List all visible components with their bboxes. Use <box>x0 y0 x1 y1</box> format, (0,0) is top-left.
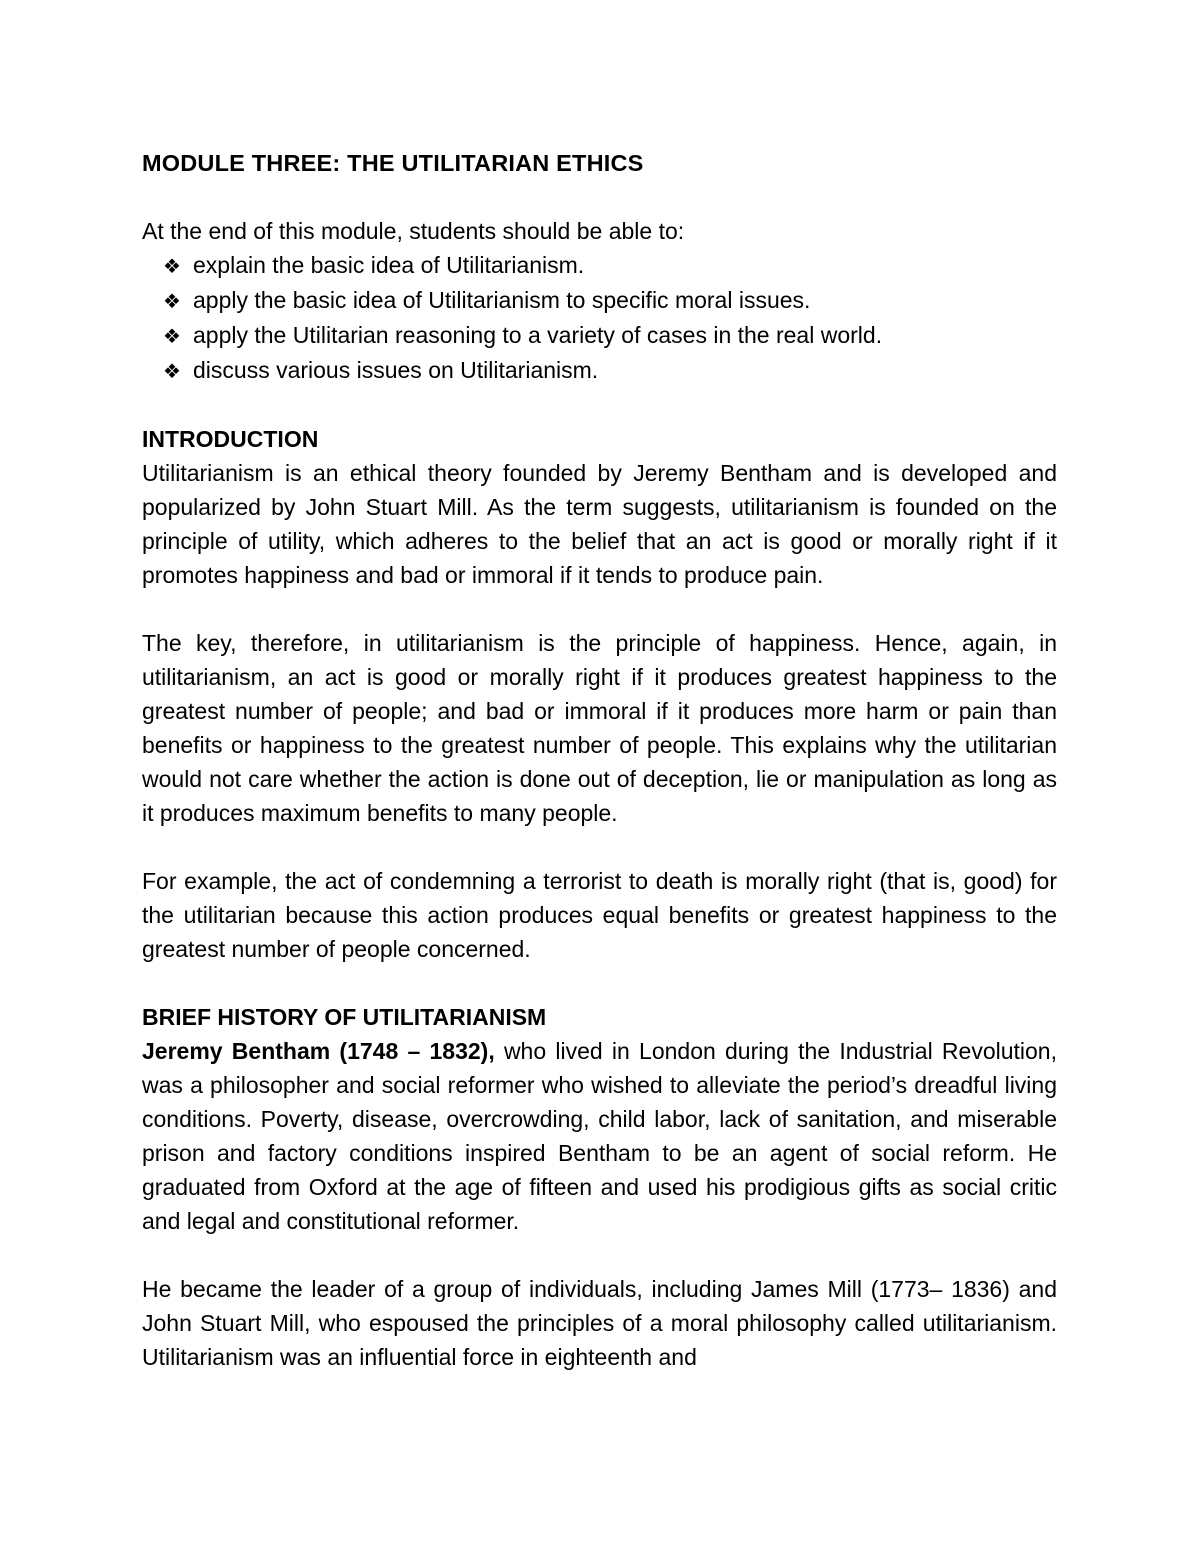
bentham-name: Jeremy Bentham (1748 – 1832), <box>142 1038 495 1064</box>
introduction-paragraph: The key, therefore, in utilitarianism is the principle of happiness. Hence, again, in utilitarianism, an act is good or morally right if it produces greatest happiness to the greatest number of people; and bad or immoral if it produces more harm or pain than benefits or happiness to the greatest number of people. This explains why the utilitarian would not care whether the action is done out of deception, lie or manipulation as long as it produces maximum benefits to many people. <box>142 630 1057 826</box>
objective-text: apply the Utilitarian reasoning to a variety of cases in the real world. <box>193 322 883 348</box>
history-paragraph <box>142 1034 1057 1238</box>
objective-item <box>161 248 1057 283</box>
objectives-intro: At the end of this module, students should be able to: <box>142 218 685 244</box>
history-paragraph: He became the leader of a group of individuals, including James Mill (1773– 1836) and John Stuart Mill, who espoused the principles of a moral philosophy called utilitarianism. Utilitarianism was an influential force in eighteenth and <box>142 1276 1057 1370</box>
diamond-bullet-icon: ❖ <box>163 289 181 313</box>
objective-text: explain the basic idea of Utilitarianism. <box>193 252 585 278</box>
diamond-bullet-icon: ❖ <box>163 254 181 278</box>
introduction-heading: INTRODUCTION <box>142 426 319 452</box>
bentham-text: who lived in London during the Industrial Revolution, was a philosopher and social reformer who wished to alleviate the period’s dreadful living conditions. Poverty, disease, overcrowding, child labor, lack of sanitation, and miserable prison and factory conditions inspired Bentham to be an agent of social reform. He graduated from Oxford at the age of fifteen and used his prodigious gifts as social critic and legal and constitutional reformer. <box>142 1038 1057 1234</box>
module-title: MODULE THREE: THE UTILITARIAN ETHICS <box>142 150 644 176</box>
diamond-bullet-icon: ❖ <box>163 324 181 348</box>
history-heading: BRIEF HISTORY OF UTILITARIANISM <box>142 1004 547 1030</box>
objective-item <box>161 283 1057 318</box>
objective-item <box>161 353 1057 388</box>
introduction-paragraph: Utilitarianism is an ethical theory founded by Jeremy Bentham and is developed and popularized by John Stuart Mill. As the term suggests, utilitarianism is founded on the principle of utility, which adheres to the belief that an act is good or morally right if it promotes happiness and bad or immoral if it tends to produce pain. <box>142 460 1057 588</box>
document-page <box>142 146 1057 1374</box>
objective-text: discuss various issues on Utilitarianism. <box>193 357 599 383</box>
objective-text: apply the basic idea of Utilitarianism to specific moral issues. <box>193 287 811 313</box>
objectives-list <box>142 248 1057 388</box>
diamond-bullet-icon: ❖ <box>163 359 181 383</box>
objective-item <box>161 318 1057 353</box>
introduction-paragraph: For example, the act of condemning a terrorist to death is morally right (that is, good) for the utilitarian because this action produces equal benefits or greatest happiness to the greatest number of people concerned. <box>142 868 1057 962</box>
